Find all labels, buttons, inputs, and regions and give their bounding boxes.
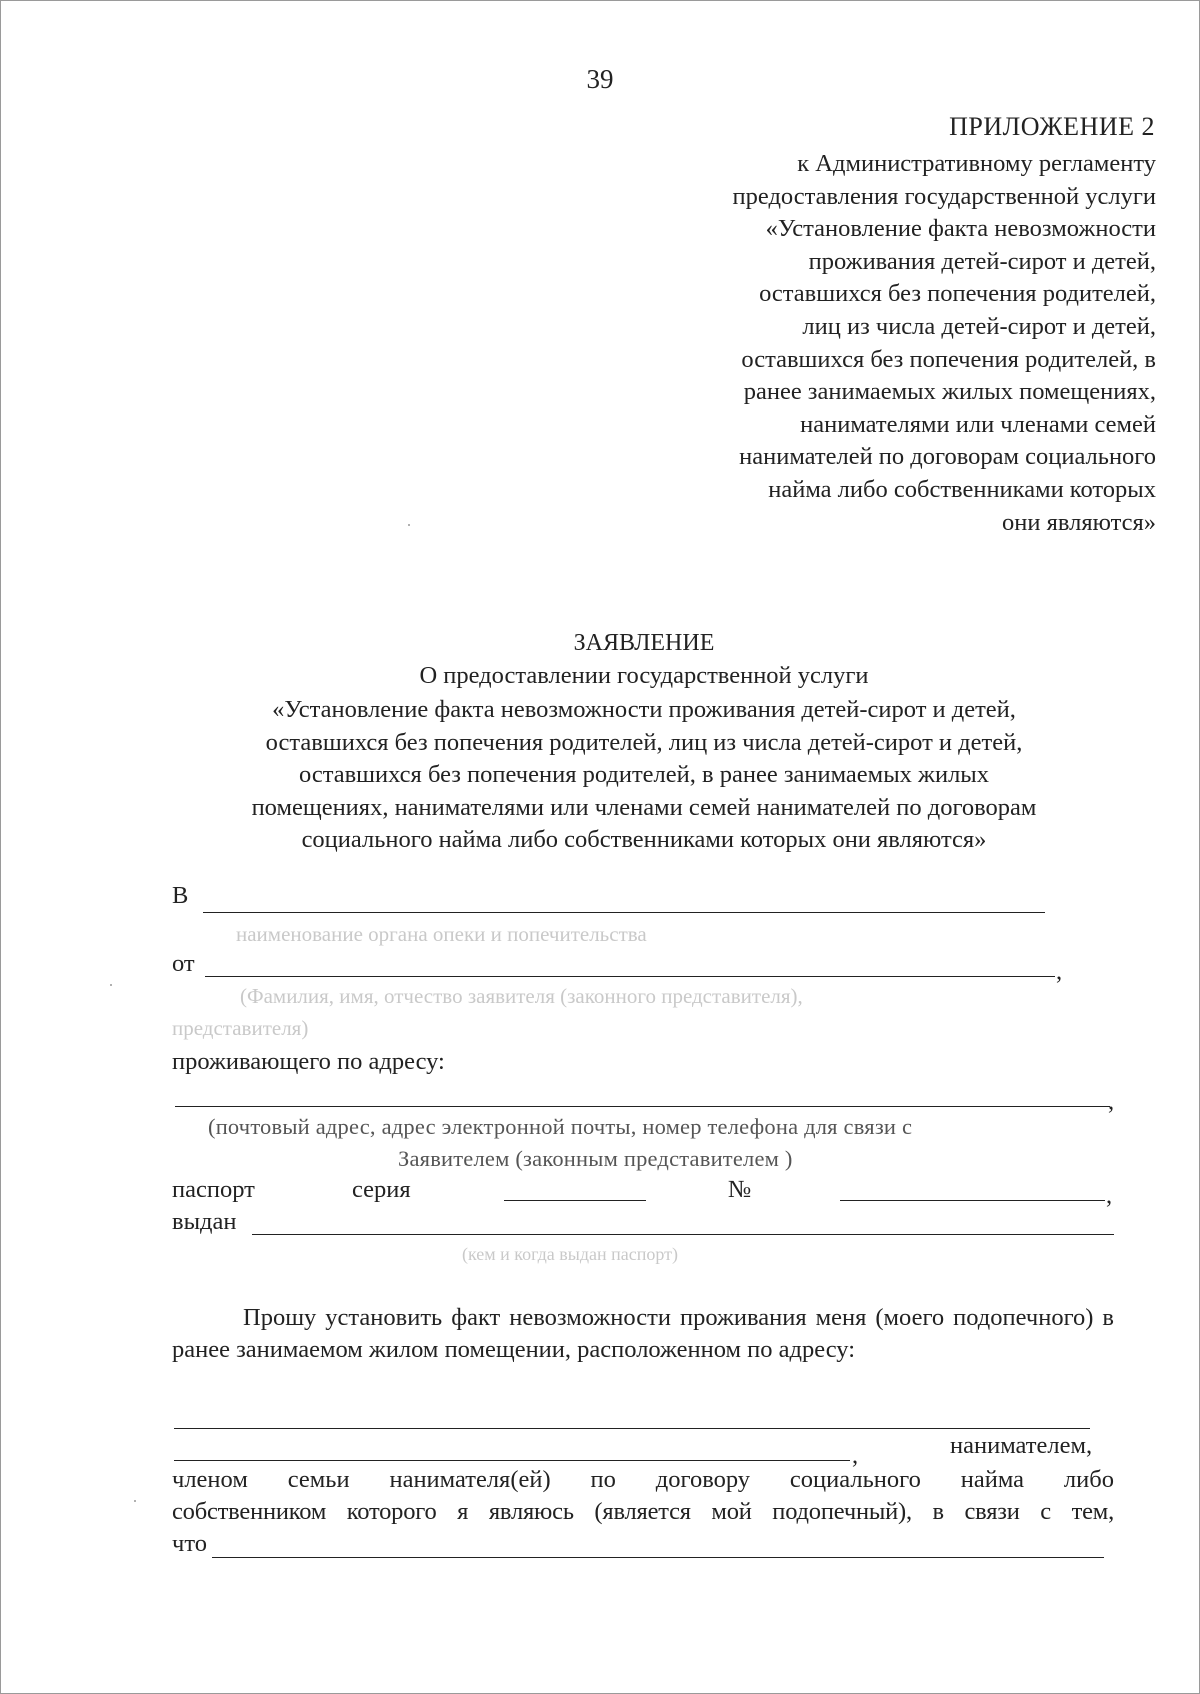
statement-title-line: помещениях, нанимателями или членами семей нанимателей по договорам [251,793,1037,821]
address-label: проживающего по адресу: [172,1048,445,1075]
scan-speck [134,1500,136,1502]
passport-label: паспорт [172,1176,255,1203]
statement-title-line: «Установление факта невозможности проживания детей-сирот и детей, [272,696,1016,723]
address-field-line[interactable] [175,1106,1110,1107]
to-field-hint: наименование органа опеки и попечительства [236,922,647,946]
appendix-line: нанимателями или членами семей [800,410,1156,438]
number-label: № [728,1176,752,1203]
statement-subheading: О предоставлении государственной услуги [419,662,869,689]
appendix-line: лиц из числа детей-сирот и детей, [802,312,1156,340]
address-hint: (почтовый адрес, адрес электронной почты, номер телефона для связи с [208,1114,913,1139]
appendix-caption [596,148,1156,539]
page-number: 39 [586,64,614,94]
from-field-line[interactable] [205,976,1055,977]
tenant-word: нанимателем, [950,1432,1093,1459]
issued-label: выдан [172,1208,237,1235]
statement-title-line: социального найма либо собственниками которых они являются» [301,826,987,853]
from-field-hint: (Фамилия, имя, отчество заявителя (законного представителя), [240,984,803,1008]
appendix-line: найма либо собственниками которых [768,475,1156,503]
scan-speck [408,524,410,526]
address-hint-2: Заявителем (законным представителем ) [398,1146,793,1171]
scan-speck [110,984,112,986]
request-paragraph: Прошу установить факт невозможности проживания меня (моего подопечного) в ранее занимаемом жилом помещении, расположенном по адресу: [172,1304,1114,1363]
from-comma: , [1056,958,1063,985]
appendix-line: ранее занимаемых жилых помещениях, [743,378,1156,406]
series-label: серия [352,1176,411,1203]
from-field-hint-2: представителя) [172,1016,309,1040]
appendix-title: ПРИЛОЖЕНИЕ 2 [949,112,1155,141]
appendix-line: нанимателей по договорам социального [739,443,1156,471]
that-label: что [172,1530,207,1557]
appendix-line: они являются» [1002,508,1156,536]
statement-title-line: оставшихся без попечения родителей, в ранее занимаемых жилых [298,761,990,788]
issued-field-hint: (кем и когда выдан паспорт) [462,1244,679,1264]
to-label: В [172,882,189,909]
appendix-line: оставшихся без попечения родителей, [759,280,1156,308]
series-field-line[interactable] [504,1200,646,1201]
reason-field-line[interactable] [212,1557,1104,1558]
issued-field-line[interactable] [252,1234,1114,1235]
request-body-line-2: собственником которого я являюсь (является мой подопечный), в связи с тем, [172,1498,1114,1525]
address-comma: , [1108,1088,1115,1115]
premises-comma: , [852,1442,859,1469]
passport-comma: , [1106,1182,1113,1209]
premises-address-line-1[interactable] [174,1428,1090,1429]
premises-address-line-2[interactable] [174,1460,850,1461]
appendix-line: оставшихся без попечения родителей, в [741,345,1156,373]
appendix-line: «Установление факта невозможности [765,215,1156,243]
appendix-line: к Административному регламенту [797,150,1156,177]
passport-number-field-line[interactable] [840,1200,1105,1201]
appendix-line: проживания детей-сирот и детей, [808,247,1156,275]
statement-heading: ЗАЯВЛЕНИЕ [573,630,715,656]
from-label: от [172,950,195,977]
request-body-line-1: членом семьи нанимателя(ей) по договору социального найма либо [172,1466,1114,1493]
statement-title-line: оставшихся без попечения родителей, лиц из числа детей-сирот и детей, [265,728,1023,756]
statement-title [160,694,1128,857]
to-field-line[interactable] [203,912,1045,913]
appendix-line: предоставления государственной услуги [732,182,1156,210]
